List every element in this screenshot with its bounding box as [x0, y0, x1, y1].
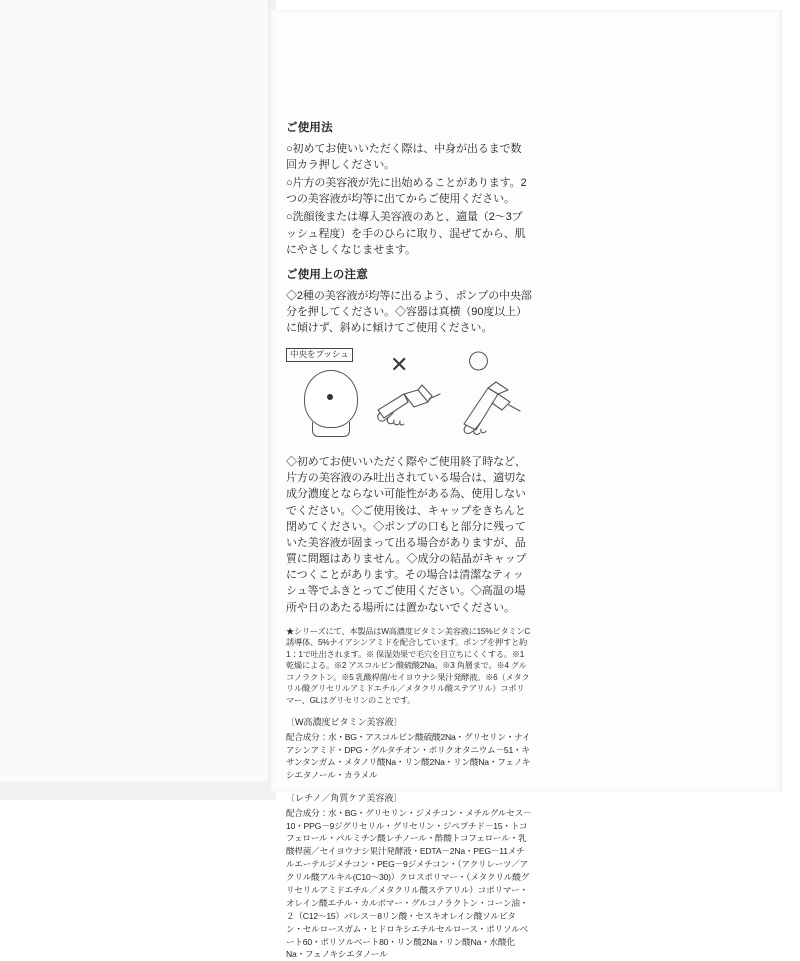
cautions-heading: ご使用上の注意	[286, 268, 368, 281]
push-center-label: 中央をプッシュ	[286, 348, 353, 361]
cautions-paragraph-1: ◇2種の美容液が均等に出るよう、ポンプの中央部分を押してください。◇容器は真横（90度以上）に傾けず、斜めに傾けてご使用ください。	[286, 289, 532, 334]
cross-mark-icon: ✕	[390, 352, 409, 378]
usage-paragraph-2: ○片方の美容液が先に出始めることがあります。2つの美容液が均等に出てからご使用ください。	[286, 177, 527, 206]
package-text-content	[286, 122, 532, 961]
circle-mark-icon: 〇	[468, 351, 489, 375]
usage-heading: ご使用法	[286, 122, 333, 134]
additional-notes-paragraph: ◇初めてお使いいただく際やご使用終了時など、片方の美容液のみ吐出されている場合は、適切な成分濃度とならない可能性がある為、使用しないでください。◇ご使用後は、キャップをきちんと閉めてください。◇ポンプの口もと部分に残っていた美容液が固まって出る場合がありますが、品質に問題はありません。◇成分の結晶がキャップにつくことがあります。その場合は清潔なティッシュ等でふきとってご使用ください。◇高温の場所や日のあたる場所には置かないでください。	[286, 456, 527, 614]
ingredient-group-2-title: 〔レチノ／角質ケア美容液〕	[286, 793, 403, 804]
additional-notes-block	[286, 454, 532, 616]
usage-figure-row	[286, 348, 532, 440]
footnote-text: ★シリーズにて、本製品はW高濃度ビタミン美容液に15%ビタミンC誘導体、5%ナイアシンアミドを配合しています。ポンプを押すと約1：1で吐出されます。※ 保湿効果で毛穴を目立ちにくくする。※1 乾燥による。※2 アスコルビン酸硫酸2Na。※3 角層まで。※4 グルコノラクトン。※5 乳酸桿菌/セイヨウナシ果汁発酵液。※6（メタクリル酸グリセリルアミドエチル／メタクリル酸ステアリル）コポリマー、GLはグリセリンのことです。	[286, 626, 531, 705]
ingredient-group-1-body: 配合成分：水・BG・アスコルビン酸硫酸2Na・グリセリン・ナイアシンアミド・DPG・グルタチオン・ポリクオタニウム－51・キサンタンガム・メタノリ酸Na・リン酸2Na・リン酸Na・フェノキシエタノール・カラメル	[286, 731, 531, 781]
correct-hand-bottle-icon	[454, 380, 528, 438]
ingredient-group-1-title: 〔W高濃度ビタミン美容液〕	[286, 717, 403, 728]
background-left-panel	[0, 0, 276, 800]
ingredient-group-2-body: 配合成分：水・BG・グリセリン・ジメチコン・メチルグルセス－10・PPG－9ジグリセリル・グリセリン・ジペプチド－15・トコフェロール・パルミチン酸レチノール・酢酸トコフェロール・乳酸桿菌／セイヨウナシ果汁発酵液・EDTA－2Na・PEG－11メチルエーテルジメチコン・PEG－9ジメチコン・（アクリレーツ／アクリル酸アルキル(C10～30)）クロスポリマー・（メタクリル酸グリセリルアミドエチル／メタクリル酸ステアリル）コポリマー・オレイン酸エチル・カルボマー・グルコノラクトン・コーン油・２（C12～15）パレス－8リン酸・セスキオレイン酸ソルビタン・セルロースガム・ヒドロキシエチルセルロース・ポリソルベート60・ポリソルベート80・リン酸2Na・リン酸Na・水酸化Na・フェノキシエタノール	[286, 807, 532, 960]
pump-stem-shape	[312, 422, 350, 437]
product-package-panel	[268, 10, 782, 960]
pump-head-icon	[294, 370, 366, 438]
usage-paragraph-1: ○初めてお使いいただく際は、中身が出るまで数回カラ押しください。	[286, 142, 522, 171]
incorrect-hand-bottle-icon	[374, 380, 446, 436]
spacer	[286, 260, 532, 269]
background-left-inner	[0, 0, 269, 782]
usage-paragraph-3: ○洗顔後または導入美容液のあと、適量（2～3プッシュ程度）を手のひらに取り、混ぜてから、肌にやさしくなじませます。	[286, 211, 526, 256]
